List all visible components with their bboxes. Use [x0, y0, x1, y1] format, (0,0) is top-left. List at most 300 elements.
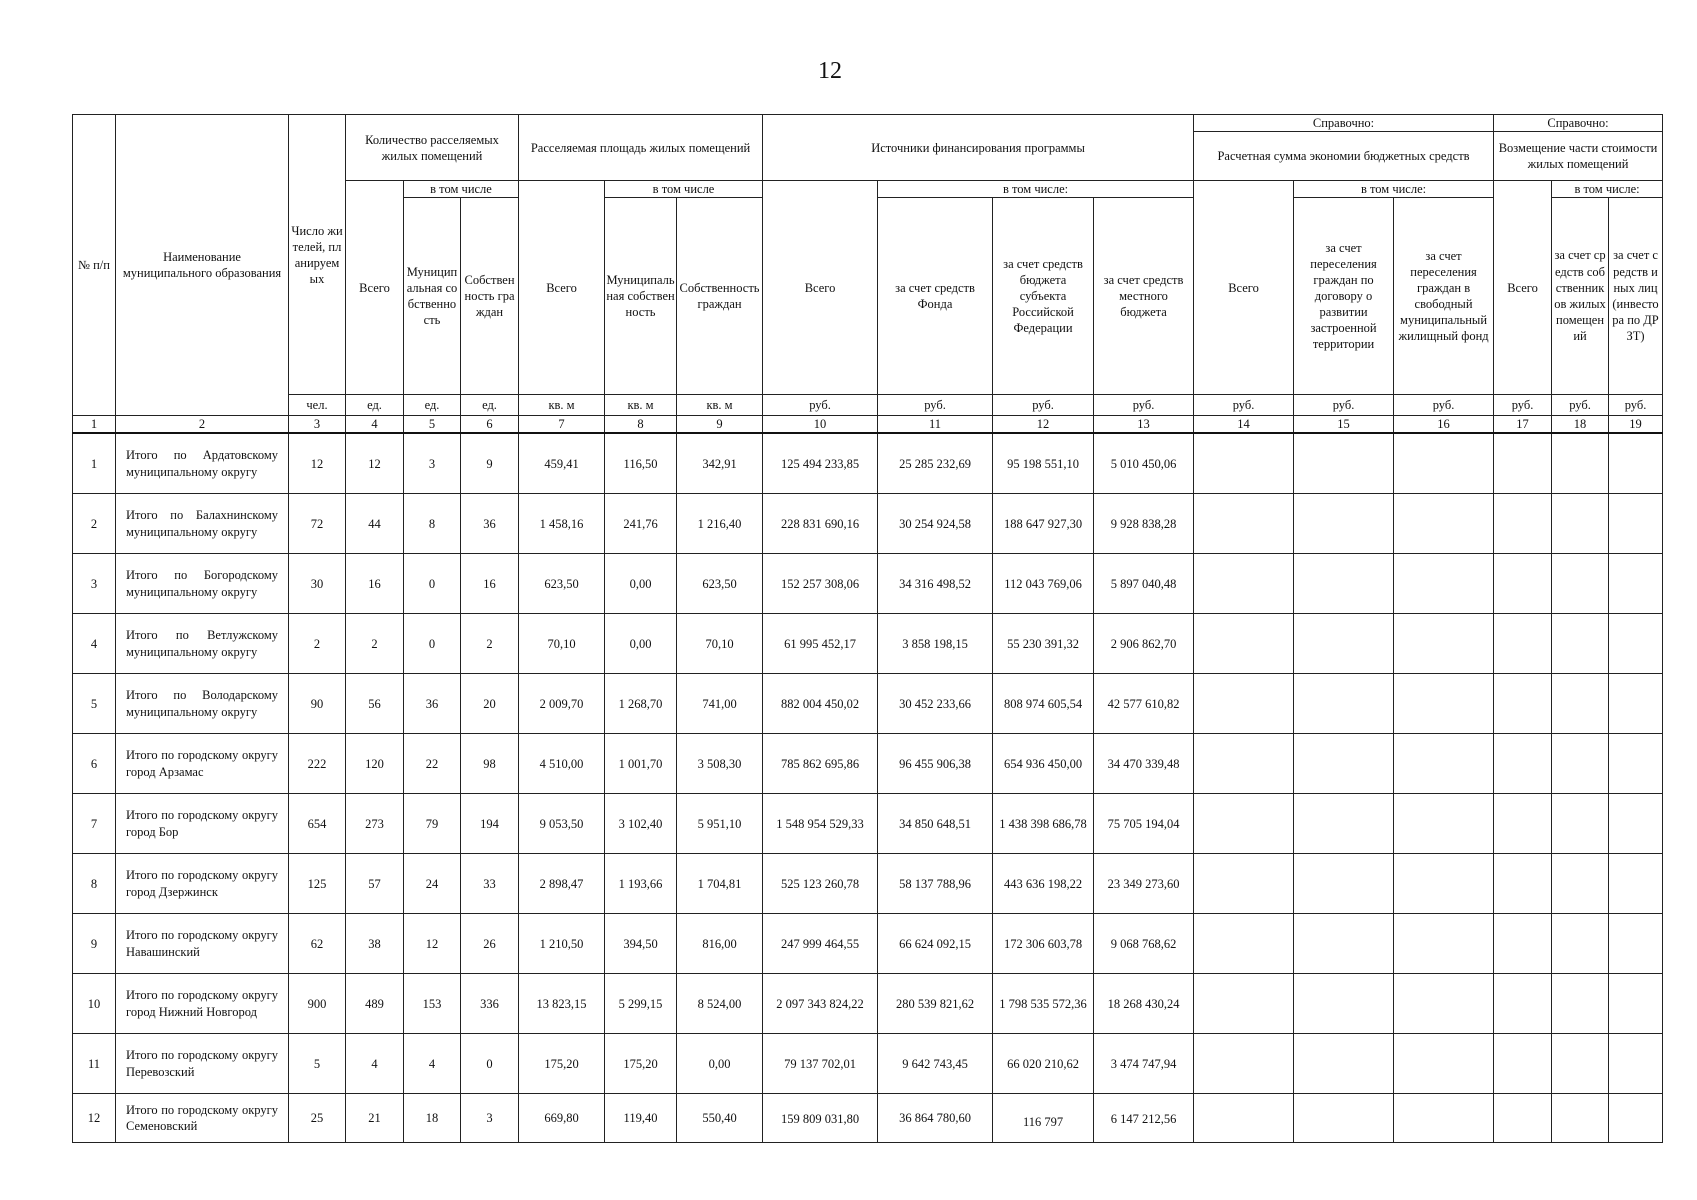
cell-c7: 70,10 [519, 614, 605, 674]
empty-cell [1194, 614, 1294, 674]
cell-c9: 0,00 [677, 1034, 763, 1094]
header-economy-incl: в том числе: [1294, 181, 1494, 198]
resettlement-table [72, 114, 1663, 1143]
cell-c8: 5 299,15 [605, 974, 677, 1034]
header-finance-incl: в том числе: [878, 181, 1194, 198]
table-row [73, 614, 1663, 674]
header-area-incl: в том числе [605, 181, 763, 198]
cell-c9: 342,91 [677, 433, 763, 494]
unit-cell: ед. [404, 395, 461, 416]
header-reference-1: Справочно: [1194, 115, 1494, 132]
cell-c4: 120 [346, 734, 404, 794]
empty-cell [1294, 914, 1394, 974]
empty-cell [1394, 974, 1494, 1034]
cell-c10: 79 137 702,01 [763, 1034, 878, 1094]
cell-c6: 0 [461, 1034, 519, 1094]
cell-c11: 30 254 924,58 [878, 494, 993, 554]
cell-c8: 0,00 [605, 614, 677, 674]
empty-cell [1552, 1034, 1609, 1094]
cell-c12: 55 230 391,32 [993, 614, 1094, 674]
unit-cell: чел. [289, 395, 346, 416]
header-finance-group: Источники финансирования программы [763, 115, 1194, 181]
cell-c11: 3 858 198,15 [878, 614, 993, 674]
empty-cell [1609, 974, 1663, 1034]
unit-cell: руб. [1609, 395, 1663, 416]
unit-cell: кв. м [519, 395, 605, 416]
table-row [73, 554, 1663, 614]
cell-c10: 1 548 954 529,33 [763, 794, 878, 854]
empty-cell [1294, 734, 1394, 794]
column-numbers-row [73, 416, 1663, 434]
table-row [73, 494, 1663, 554]
cell-c6: 20 [461, 674, 519, 734]
cell-c13: 2 906 862,70 [1094, 614, 1194, 674]
cell-c8: 394,50 [605, 914, 677, 974]
unit-cell: руб. [878, 395, 993, 416]
table-row [73, 794, 1663, 854]
cell-c5: 79 [404, 794, 461, 854]
header-private-area: Собственность граждан [677, 198, 763, 395]
cell-c7: 2 009,70 [519, 674, 605, 734]
cell-c6: 2 [461, 614, 519, 674]
municipality-name: Итого по городскому округу Перевозский [116, 1034, 289, 1094]
column-number: 16 [1394, 416, 1494, 434]
empty-cell [1609, 794, 1663, 854]
table-row [73, 734, 1663, 794]
header-local-budget: за счет средств местного бюджета [1094, 198, 1194, 395]
empty-cell [1194, 674, 1294, 734]
header-subject-budget: за счет средств бюджета субъекта Российской Федерации [993, 198, 1094, 395]
empty-cell [1194, 974, 1294, 1034]
municipality-name: Итого по городскому округу Семеновский [116, 1094, 289, 1143]
header-rooms-group: Количество расселяемых жилых помещений [346, 115, 519, 181]
empty-cell [1394, 1094, 1494, 1143]
cell-c10: 125 494 233,85 [763, 433, 878, 494]
cell-c12: 112 043 769,06 [993, 554, 1094, 614]
cell-c10: 247 999 464,55 [763, 914, 878, 974]
cell-c5: 0 [404, 614, 461, 674]
table-row [73, 674, 1663, 734]
table-row [73, 854, 1663, 914]
cell-c12: 172 306 603,78 [993, 914, 1094, 974]
empty-cell [1394, 794, 1494, 854]
cell-c8: 1 001,70 [605, 734, 677, 794]
empty-cell [1294, 974, 1394, 1034]
cell-c10: 882 004 450,02 [763, 674, 878, 734]
empty-cell [1194, 794, 1294, 854]
cell-c8: 0,00 [605, 554, 677, 614]
cell-c7: 459,41 [519, 433, 605, 494]
cell-c11: 36 864 780,60 [878, 1094, 993, 1143]
municipality-name: Итого по Балахнинскому муниципальному округу [116, 494, 289, 554]
cell-c4: 4 [346, 1034, 404, 1094]
cell-c10: 159 809 031,80 [763, 1094, 878, 1143]
empty-cell [1609, 674, 1663, 734]
empty-cell [1494, 433, 1552, 494]
row-number: 3 [73, 554, 116, 614]
cell-c11: 280 539 821,62 [878, 974, 993, 1034]
unit-cell: руб. [993, 395, 1094, 416]
cell-c5: 3 [404, 433, 461, 494]
empty-cell [1394, 854, 1494, 914]
page-number: 12 [818, 58, 842, 84]
cell-c3: 125 [289, 854, 346, 914]
header-municipal-area: Муниципальная собственность [605, 198, 677, 395]
column-number: 8 [605, 416, 677, 434]
cell-c3: 900 [289, 974, 346, 1034]
cell-c4: 38 [346, 914, 404, 974]
cell-c11: 96 455 906,38 [878, 734, 993, 794]
cell-c5: 22 [404, 734, 461, 794]
row-number: 8 [73, 854, 116, 914]
cell-c4: 2 [346, 614, 404, 674]
cell-c4: 16 [346, 554, 404, 614]
table-row [73, 974, 1663, 1034]
empty-cell [1609, 1034, 1663, 1094]
cell-c8: 175,20 [605, 1034, 677, 1094]
cell-c4: 56 [346, 674, 404, 734]
cell-c9: 70,10 [677, 614, 763, 674]
row-number: 7 [73, 794, 116, 854]
header-residents: Число жителей, планируемых [289, 115, 346, 395]
cell-c9: 8 524,00 [677, 974, 763, 1034]
cell-c3: 654 [289, 794, 346, 854]
column-number: 6 [461, 416, 519, 434]
empty-cell [1294, 674, 1394, 734]
cell-c6: 194 [461, 794, 519, 854]
table-row [73, 1034, 1663, 1094]
cell-c5: 4 [404, 1034, 461, 1094]
cell-c5: 24 [404, 854, 461, 914]
cell-c6: 9 [461, 433, 519, 494]
empty-cell [1394, 674, 1494, 734]
cell-c6: 336 [461, 974, 519, 1034]
cell-c3: 30 [289, 554, 346, 614]
header-rooms-total: Всего [346, 181, 404, 395]
cell-c9: 1 216,40 [677, 494, 763, 554]
municipality-name: Итого по городскому округу город Бор [116, 794, 289, 854]
column-number: 2 [116, 416, 289, 434]
cell-c9: 3 508,30 [677, 734, 763, 794]
table-row [73, 433, 1663, 494]
cell-c3: 25 [289, 1094, 346, 1143]
header-owners: за счет средств собственников жилых помещений [1552, 198, 1609, 395]
cell-c9: 623,50 [677, 554, 763, 614]
cell-c13: 9 068 768,62 [1094, 914, 1194, 974]
unit-cell: кв. м [677, 395, 763, 416]
empty-cell [1494, 974, 1552, 1034]
unit-cell: кв. м [605, 395, 677, 416]
header-others: за счет средств иных лиц (инвестора по ДРЗТ) [1609, 198, 1663, 395]
cell-c3: 90 [289, 674, 346, 734]
unit-cell: руб. [1194, 395, 1294, 416]
cell-c12: 1 438 398 686,78 [993, 794, 1094, 854]
table-row [73, 914, 1663, 974]
header-economy-group: Расчетная сумма экономии бюджетных средств [1194, 132, 1494, 181]
cell-c11: 66 624 092,15 [878, 914, 993, 974]
cell-c12: 66 020 210,62 [993, 1034, 1094, 1094]
cell-c9: 741,00 [677, 674, 763, 734]
cell-c13: 5 010 450,06 [1094, 433, 1194, 494]
cell-c7: 623,50 [519, 554, 605, 614]
cell-c11: 25 285 232,69 [878, 433, 993, 494]
cell-c7: 1 210,50 [519, 914, 605, 974]
cell-c10: 785 862 695,86 [763, 734, 878, 794]
cell-c12: 808 974 605,54 [993, 674, 1094, 734]
cell-c13: 42 577 610,82 [1094, 674, 1194, 734]
empty-cell [1194, 433, 1294, 494]
cell-c12: 188 647 927,30 [993, 494, 1094, 554]
empty-cell [1194, 1094, 1294, 1143]
column-number: 7 [519, 416, 605, 434]
cell-c6: 98 [461, 734, 519, 794]
cell-c5: 0 [404, 554, 461, 614]
municipality-name: Итого по городскому округу город Арзамас [116, 734, 289, 794]
header-private-rooms: Собственность граждан [461, 198, 519, 395]
empty-cell [1294, 433, 1394, 494]
empty-cell [1294, 494, 1394, 554]
cell-c6: 16 [461, 554, 519, 614]
cell-c7: 4 510,00 [519, 734, 605, 794]
cell-c13: 3 474 747,94 [1094, 1034, 1194, 1094]
cell-c11: 30 452 233,66 [878, 674, 993, 734]
empty-cell [1194, 854, 1294, 914]
cell-c11: 34 850 648,51 [878, 794, 993, 854]
cell-c8: 1 193,66 [605, 854, 677, 914]
column-number: 18 [1552, 416, 1609, 434]
cell-c7: 1 458,16 [519, 494, 605, 554]
column-number: 19 [1609, 416, 1663, 434]
row-number: 10 [73, 974, 116, 1034]
cell-c8: 1 268,70 [605, 674, 677, 734]
empty-cell [1552, 794, 1609, 854]
empty-cell [1609, 554, 1663, 614]
row-number: 11 [73, 1034, 116, 1094]
empty-cell [1194, 1034, 1294, 1094]
cell-c13: 18 268 430,24 [1094, 974, 1194, 1034]
unit-cell: руб. [1552, 395, 1609, 416]
empty-cell [1552, 494, 1609, 554]
cell-c3: 222 [289, 734, 346, 794]
cell-c13: 75 705 194,04 [1094, 794, 1194, 854]
cell-c12: 116 797 [993, 1094, 1094, 1143]
row-number: 2 [73, 494, 116, 554]
row-number: 1 [73, 433, 116, 494]
header-rooms-incl: в том числе [404, 181, 519, 198]
empty-cell [1609, 494, 1663, 554]
cell-c5: 36 [404, 674, 461, 734]
column-number: 14 [1194, 416, 1294, 434]
cell-c3: 5 [289, 1034, 346, 1094]
empty-cell [1552, 674, 1609, 734]
header-area-total: Всего [519, 181, 605, 395]
cell-c12: 95 198 551,10 [993, 433, 1094, 494]
empty-cell [1194, 734, 1294, 794]
empty-cell [1294, 1034, 1394, 1094]
cell-c5: 8 [404, 494, 461, 554]
empty-cell [1609, 854, 1663, 914]
cell-c6: 36 [461, 494, 519, 554]
municipality-name: Итого по городскому округу город Нижний Новгород [116, 974, 289, 1034]
cell-c11: 58 137 788,96 [878, 854, 993, 914]
header-resettle-free: за счет переселения граждан в свободный муниципальный жилищный фонд [1394, 198, 1494, 395]
column-number: 9 [677, 416, 763, 434]
column-number: 13 [1094, 416, 1194, 434]
cell-c4: 12 [346, 433, 404, 494]
cell-c10: 525 123 260,78 [763, 854, 878, 914]
empty-cell [1294, 854, 1394, 914]
header-name: Наименование муниципального образования [116, 115, 289, 416]
cell-c7: 9 053,50 [519, 794, 605, 854]
municipality-name: Итого по Богородскому муниципальному округу [116, 554, 289, 614]
cell-c10: 2 097 343 824,22 [763, 974, 878, 1034]
column-number: 3 [289, 416, 346, 434]
empty-cell [1394, 734, 1494, 794]
unit-cell: ед. [346, 395, 404, 416]
cell-c4: 273 [346, 794, 404, 854]
empty-cell [1194, 554, 1294, 614]
cell-c5: 18 [404, 1094, 461, 1143]
cell-c9: 550,40 [677, 1094, 763, 1143]
empty-cell [1552, 914, 1609, 974]
municipality-name: Итого по Ардатовскому муниципальному округу [116, 433, 289, 494]
column-number: 11 [878, 416, 993, 434]
cell-c13: 9 928 838,28 [1094, 494, 1194, 554]
empty-cell [1294, 554, 1394, 614]
row-number: 6 [73, 734, 116, 794]
cell-c10: 61 995 452,17 [763, 614, 878, 674]
cell-c12: 654 936 450,00 [993, 734, 1094, 794]
cell-c11: 34 316 498,52 [878, 554, 993, 614]
empty-cell [1552, 1094, 1609, 1143]
empty-cell [1394, 554, 1494, 614]
row-number: 9 [73, 914, 116, 974]
cell-c7: 13 823,15 [519, 974, 605, 1034]
empty-cell [1494, 674, 1552, 734]
empty-cell [1494, 794, 1552, 854]
column-number: 10 [763, 416, 878, 434]
row-number: 4 [73, 614, 116, 674]
empty-cell [1394, 614, 1494, 674]
column-number: 12 [993, 416, 1094, 434]
column-number: 17 [1494, 416, 1552, 434]
header-area-group: Расселяемая площадь жилых помещений [519, 115, 763, 181]
empty-cell [1552, 433, 1609, 494]
empty-cell [1294, 614, 1394, 674]
cell-c9: 5 951,10 [677, 794, 763, 854]
cell-c8: 116,50 [605, 433, 677, 494]
cell-c9: 816,00 [677, 914, 763, 974]
cell-c4: 44 [346, 494, 404, 554]
header-reference-2: Справочно: [1494, 115, 1663, 132]
table-row [73, 1094, 1663, 1143]
header-resettle-contract: за счет переселения граждан по договору о развитии застроенной территории [1294, 198, 1394, 395]
empty-cell [1294, 794, 1394, 854]
cell-c13: 6 147 212,56 [1094, 1094, 1194, 1143]
column-number: 4 [346, 416, 404, 434]
cell-c10: 228 831 690,16 [763, 494, 878, 554]
empty-cell [1294, 1094, 1394, 1143]
cell-c3: 72 [289, 494, 346, 554]
header-compensation-group: Возмещение части стоимости жилых помещений [1494, 132, 1663, 181]
header-compensation-incl: в том числе: [1552, 181, 1663, 198]
row-number: 12 [73, 1094, 116, 1143]
empty-cell [1609, 734, 1663, 794]
cell-c8: 119,40 [605, 1094, 677, 1143]
cell-c4: 489 [346, 974, 404, 1034]
empty-cell [1494, 554, 1552, 614]
empty-cell [1609, 433, 1663, 494]
unit-cell: руб. [763, 395, 878, 416]
cell-c13: 5 897 040,48 [1094, 554, 1194, 614]
empty-cell [1494, 494, 1552, 554]
empty-cell [1494, 1094, 1552, 1143]
empty-cell [1552, 974, 1609, 1034]
empty-cell [1552, 854, 1609, 914]
cell-c3: 2 [289, 614, 346, 674]
municipality-name: Итого по Ветлужскому муниципальному округу [116, 614, 289, 674]
cell-c4: 57 [346, 854, 404, 914]
empty-cell [1609, 914, 1663, 974]
empty-cell [1494, 914, 1552, 974]
cell-c6: 3 [461, 1094, 519, 1143]
header-fund: за счет средств Фонда [878, 198, 993, 395]
cell-c5: 12 [404, 914, 461, 974]
cell-c10: 152 257 308,06 [763, 554, 878, 614]
unit-cell: руб. [1394, 395, 1494, 416]
unit-cell: руб. [1094, 395, 1194, 416]
empty-cell [1394, 1034, 1494, 1094]
cell-c8: 3 102,40 [605, 794, 677, 854]
empty-cell [1552, 554, 1609, 614]
header-num: № п/п [73, 115, 116, 416]
empty-cell [1394, 433, 1494, 494]
empty-cell [1494, 614, 1552, 674]
cell-c12: 443 636 198,22 [993, 854, 1094, 914]
empty-cell [1552, 734, 1609, 794]
cell-c6: 26 [461, 914, 519, 974]
empty-cell [1609, 1094, 1663, 1143]
cell-c13: 23 349 273,60 [1094, 854, 1194, 914]
unit-cell: руб. [1294, 395, 1394, 416]
empty-cell [1194, 914, 1294, 974]
column-number: 5 [404, 416, 461, 434]
header-compensation-total: Всего [1494, 181, 1552, 395]
row-number: 5 [73, 674, 116, 734]
cell-c13: 34 470 339,48 [1094, 734, 1194, 794]
cell-c4: 21 [346, 1094, 404, 1143]
header-finance-total: Всего [763, 181, 878, 395]
cell-c6: 33 [461, 854, 519, 914]
cell-c9: 1 704,81 [677, 854, 763, 914]
empty-cell [1494, 854, 1552, 914]
empty-cell [1394, 494, 1494, 554]
empty-cell [1552, 614, 1609, 674]
cell-c7: 2 898,47 [519, 854, 605, 914]
header-economy-total: Всего [1194, 181, 1294, 395]
cell-c5: 153 [404, 974, 461, 1034]
municipality-name: Итого по городскому округу Навашинский [116, 914, 289, 974]
header-municipal-rooms: Муниципальная собственность [404, 198, 461, 395]
cell-c7: 669,80 [519, 1094, 605, 1143]
empty-cell [1494, 1034, 1552, 1094]
cell-c3: 12 [289, 433, 346, 494]
table-body [73, 433, 1663, 1143]
cell-c7: 175,20 [519, 1034, 605, 1094]
column-number: 15 [1294, 416, 1394, 434]
cell-c11: 9 642 743,45 [878, 1034, 993, 1094]
cell-c8: 241,76 [605, 494, 677, 554]
